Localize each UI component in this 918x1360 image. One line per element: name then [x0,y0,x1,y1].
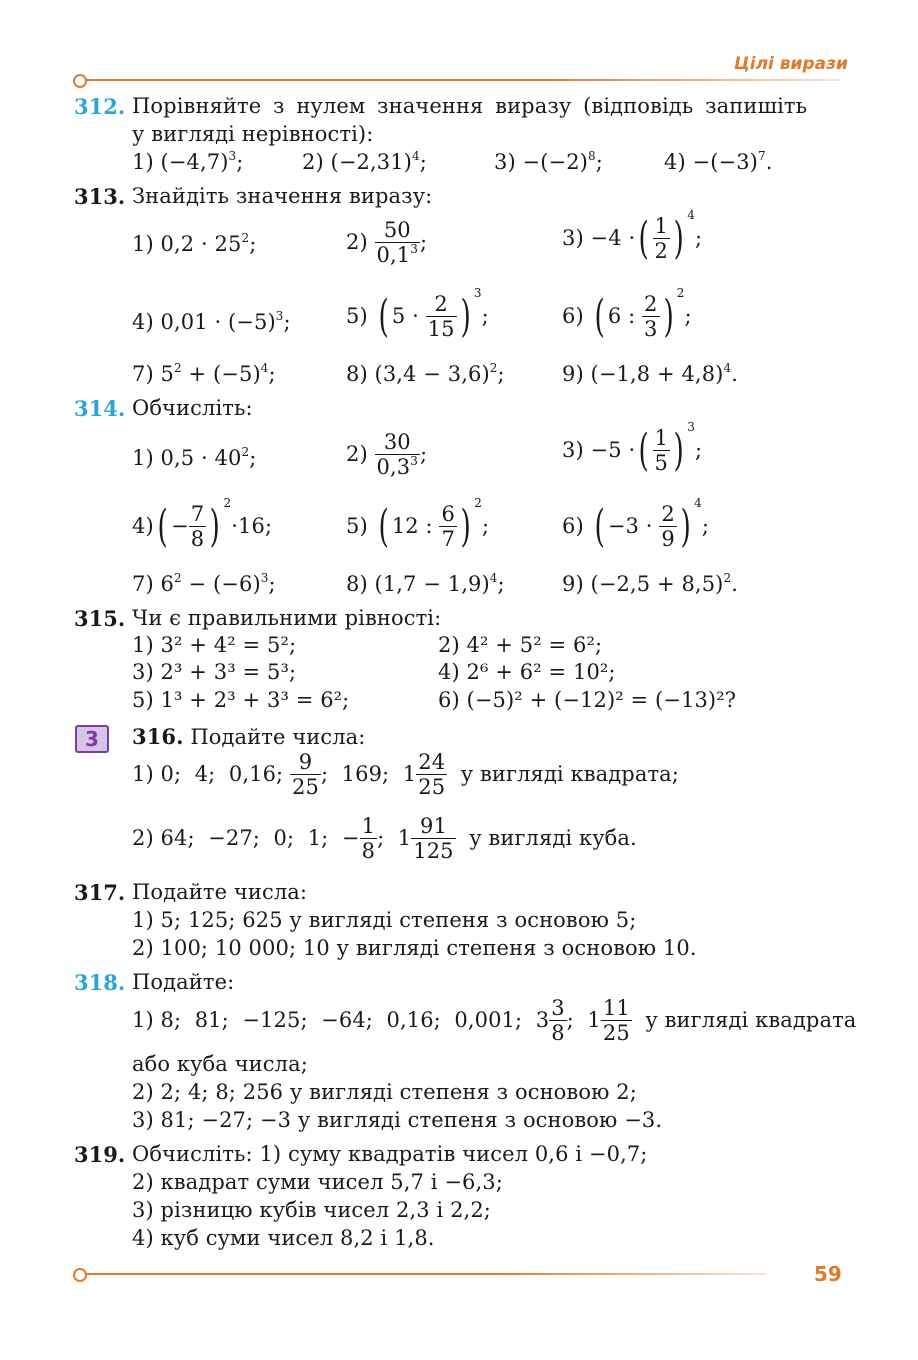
exercise-item: 2) $\frac{30}{0,3^3}$ ; [346,430,428,480]
problem-text: у вигляді нерівності): [132,122,374,146]
exercise-item: 6) ( −3 · $\frac{2}{9}$ ) $^4$ ; [562,495,710,552]
exercise-item: 4) $0,01 \cdot (-5)^3$; [132,309,291,334]
problem-number: 313. [74,184,126,209]
problem-text: Чи є правильними рівності: [132,606,442,630]
fraction: $\frac{91}{125}$ [413,814,454,864]
problem-text: Обчисліть: 1) суму квадратів чисел 0,6 і −0,7; [132,1142,648,1166]
exercise-item: 5) ( 12 : $\frac{6}{7}$ ) $^2$ ; [346,495,490,552]
problem-number: 319. [74,1142,126,1167]
problem-number: 318. [74,970,126,995]
exercise-item: 6) ( 6 : $\frac{2}{3}$ ) $^2$ ; [562,285,692,342]
fraction: $\frac{9}{25}$ [292,750,319,800]
problem-text: Подайте числа: [132,880,308,904]
exercise-item: $4) -(-3)^7$. [664,149,773,174]
fraction: $\frac{2}{9}$ [661,502,675,552]
fraction: $\frac{3}{8}$ [551,996,565,1046]
problem-number: 315. [74,606,126,631]
footer-rule [86,1273,766,1275]
exercise-item: 2) $(-2,31)^4$; [302,149,427,174]
fraction: $\frac{2}{3}$ [644,292,658,342]
exercise-item: 8) $(3,4 - 3,6)^2$; [346,361,505,386]
exercise-item: 4) 2⁶ + 6² = 10²; [438,660,616,684]
fraction: $\frac{1}{8}$ [361,814,376,864]
exercise-item: 3) 81; −27; −3 у вигляді степеня з основою −3. [132,1108,663,1132]
exercise-item: 1) 3² + 4² = 5²; [132,633,297,657]
problem-text: Знайдіть значення виразу: [132,184,433,208]
exercise-item: 1) 5; 125; 625 у вигляді степеня з основою 5; [132,908,637,932]
exercise-item: 5) ( 5 · $\frac{2}{15}$ ) $^3$ ; [346,285,489,342]
exercise-item: 1) 8; 81; −125; −64; 0,16; 0,001; 3 $\frac{3}{8}$ ; 1 $\frac{11}{25}$ у вигляді квадрата [132,996,857,1046]
exercise-item: 3) різницю кубів чисел 2,3 і 2,2; [132,1198,491,1222]
exercise-item: 4) ( − $\frac{7}{8}$ ) $^2$ ·16; [132,495,273,552]
exercise-item: 2) 64; −27; 0; 1; − $\frac{1}{8}$ ; 1 $\frac{91}{125}$ у вигляді куба. [132,814,637,864]
exercise-item: 7) $5^2 + (-5)^4$; [132,361,276,386]
exercise-item: 3) −5 · ( $\frac{1}{5}$ ) $^3$ ; [562,419,703,476]
exercise-item: 4) куб суми чисел 8,2 і 1,8. [132,1226,435,1250]
problem-text: Порівняйте з нулем значення виразу (відповідь запишіть [132,94,808,118]
section-title: Цілі вирази [734,54,848,74]
exercise-item: 2) 4² + 5² = 6²; [438,633,603,657]
exercise-item: 1) $(-4,7)^3$; [132,149,244,174]
exercise-item: 2) 100; 10 000; 10 у вигляді степеня з основою 10. [132,936,697,960]
fraction: $\frac{1}{2}$ [654,214,668,264]
problem-text: 316. Подайте числа: [132,724,366,749]
exercise-item: 3) 2³ + 3³ = 5³; [132,660,297,684]
fraction: $\frac{1}{5}$ [654,426,668,476]
exercise-item: 5) 1³ + 2³ + 3³ = 6²; [132,688,350,712]
exercise-item: 1) $0,5 \cdot 40^2$; [132,445,257,470]
fraction: $\frac{50}{0,1^3}$ [376,218,418,268]
footer-rule-dot [73,1268,87,1282]
exercise-item: 7) $6^2 - (-6)^3$; [132,571,276,596]
problem-number: 312. [74,94,126,119]
page-number: 59 [814,1262,842,1286]
fraction: $\frac{2}{15}$ [427,292,455,342]
exercise-item: 2) 2; 4; 8; 256 у вигляді степеня з основою 2; [132,1080,637,1104]
exercise-item: 8) $(1,7 - 1,9)^4$; [346,571,505,596]
exercise-item: 9) $(-2,5 + 8,5)^2$. [562,571,738,596]
exercise-item: 6) (−5)² + (−12)² = (−13)²? [438,688,737,712]
header-rule [86,79,840,81]
exercise-item: 9) $(-1,8 + 4,8)^4$. [562,361,738,386]
exercise-item: 1) $0,2 \cdot 25^2$; [132,231,257,256]
fraction: $\frac{24}{25}$ [418,750,446,800]
fraction: $\frac{11}{25}$ [602,996,630,1046]
fraction: $\frac{6}{7}$ [441,502,455,552]
problem-number: 317. [74,880,126,905]
exercise-item: 1) 0; 4; 0,16; $\frac{9}{25}$ ; 169; 1 $\frac{24}{25}$ у вигляді квадрата; [132,750,679,800]
problem-number: 314. [74,396,126,421]
exercise-item: 2) квадрат суми чисел 5,7 і −6,3; [132,1170,503,1194]
difficulty-level-icon: 3 [75,725,109,753]
problem-text: Подайте: [132,970,235,994]
exercise-item: 3) −4 · ( $\frac{1}{2}$ ) $^4$ ; [562,207,703,264]
fraction: $\frac{7}{8}$ [190,502,205,552]
exercise-item: 2) $\frac{50}{0,1^3}$ ; [346,218,428,268]
exercise-item: $3) -(-2)^8$; [494,149,603,174]
fraction: $\frac{30}{0,3^3}$ [376,430,418,480]
problem-text: Обчисліть: [132,396,253,420]
exercise-item: або куба числа; [132,1052,308,1076]
header-rule-dot [73,74,87,88]
